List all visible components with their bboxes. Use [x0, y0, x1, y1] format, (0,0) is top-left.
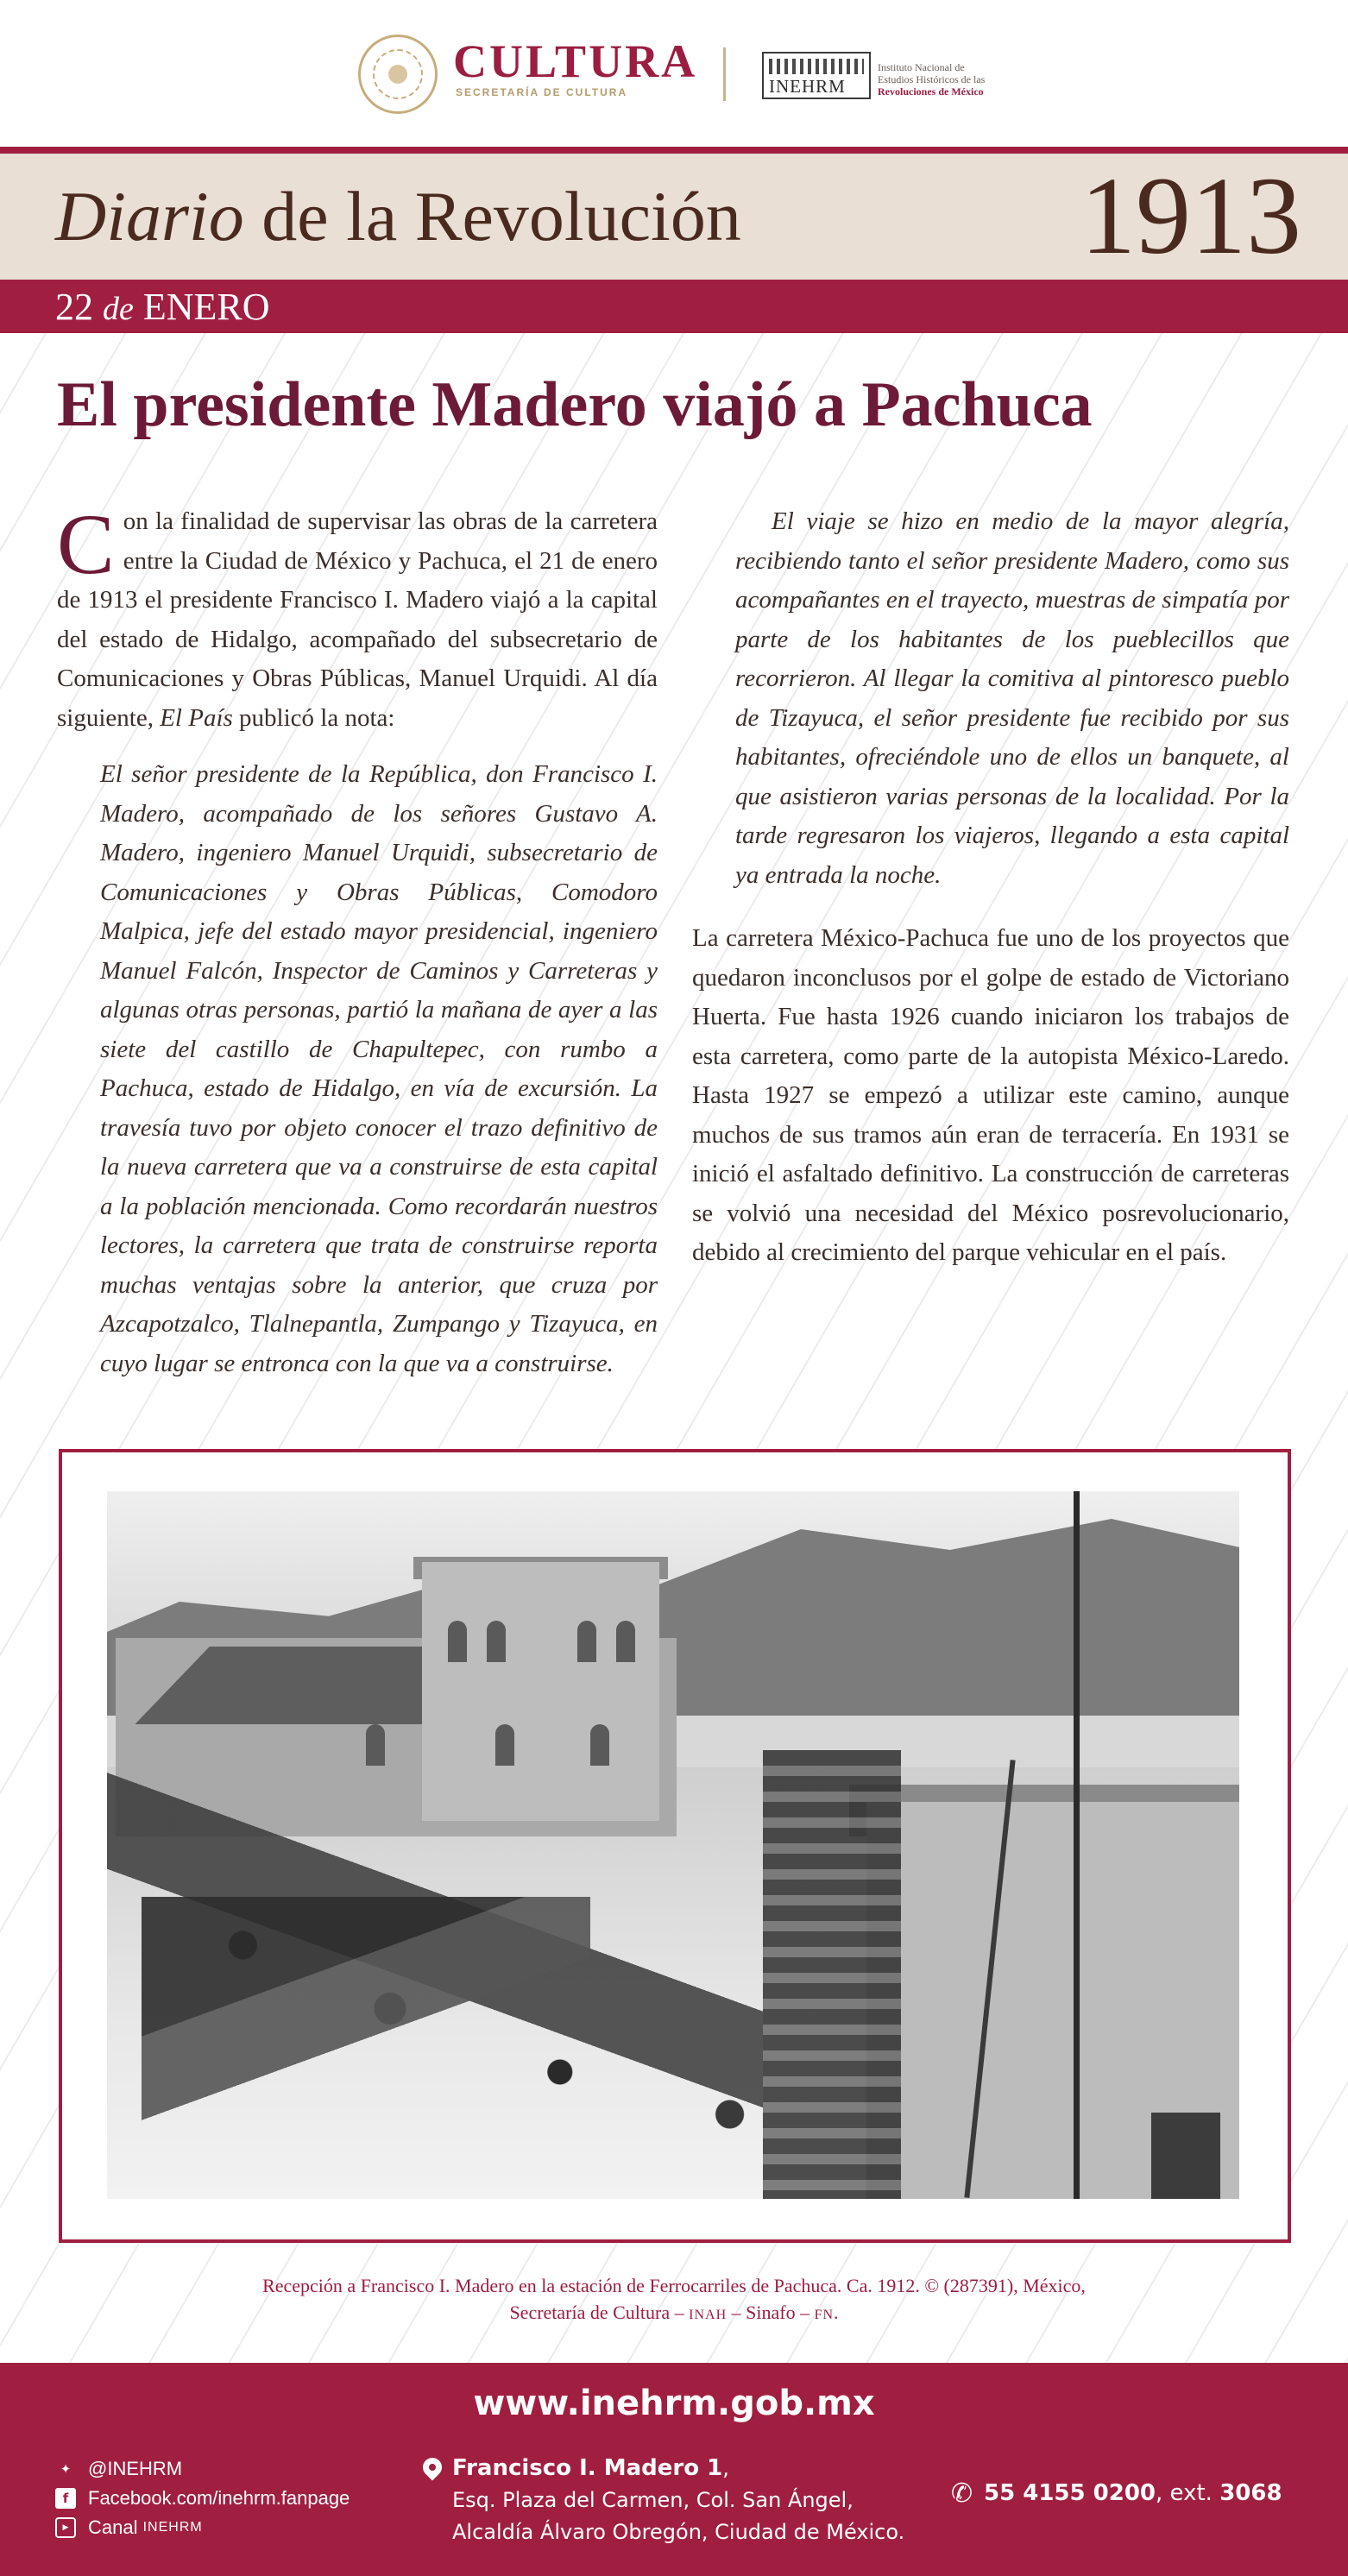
photo-caption-line-1: Recepción a Francisco I. Madero en la estación de Ferrocarriles de Pachuca. Ca. 1912. © (287391), México, [262, 2275, 1086, 2296]
inehrm-line-2: Estudios Históricos de las [878, 73, 986, 85]
newspaper-quote-part-2: El viaje se hizo en medio de la mayor alegría, recibiendo tanto el señor presidente Madero, como sus acompañantes en el trayecto, muestras de simpatía por parte de los habitantes de los pueblecillos que recorrieron. Al llegar la comitiva al pintoresco pueblo de Tizayuca, el señor presidente fue recibido por sus habitantes, ofreciéndole uno de ellos un banquete, al que asistieron varias personas de la localidad. Por la tarde regresaron los viajeros, llegando a esta capital ya entrada la noche. [735, 507, 1289, 889]
caption-sinafo: – Sinafo – [731, 2302, 810, 2323]
issue-date-sep: de [103, 291, 134, 327]
address-line-3: Alcaldía Álvaro Obregón, Ciudad de México. [452, 2520, 905, 2544]
caption-fn: FN [814, 2308, 835, 2322]
cultura-logo-text: CULTURA [453, 35, 698, 87]
photo-frame [59, 1449, 1291, 2243]
phone-icon: ✆ [951, 2478, 973, 2509]
social-links [55, 2454, 350, 2542]
inehrm-line-3: Revoluciones de México [878, 85, 984, 98]
inehrm-logo-text: INEHRM [769, 76, 846, 97]
phone-ext-label: , ext. [1156, 2480, 1213, 2506]
address-line-2: Esq. Plaza del Carmen, Col. San Ángel, [452, 2488, 854, 2512]
issue-date [55, 285, 270, 329]
article-column-left [57, 496, 658, 1383]
masthead-rule [0, 147, 1348, 154]
youtube-prefix: Canal [88, 2516, 138, 2538]
article-intro-end: publicó la nota: [239, 703, 395, 732]
inehrm-line-1: Instituto Nacional de [878, 61, 965, 73]
masthead-title-rest: de la Revolución [261, 177, 741, 255]
cultura-logo-subtitle: SECRETARÍA DE CULTURA [456, 86, 628, 98]
issue-month: ENERO [142, 286, 270, 328]
masthead-year: 1913 [1080, 154, 1301, 277]
drop-cap: C [57, 496, 115, 592]
location-pin-icon [419, 2453, 445, 2480]
newspaper-name: El País [160, 703, 233, 732]
article-closing: La carretera México-Pachuca fue uno de los proyectos que quedaron inconclusos por el golpe de estado de Victoriano Huerta. Fue hasta 1926 cuando iniciaron los trabajos de esta carretera, como parte de la autopista México-Laredo. Hasta 1927 se empezó a utilizar este camino, aunque muchos de sus tramos aún eran de terracería. En 1931 se inició el asfaltado definitivo. La construcción de carreteras se volvió una necesidad del México posrevolucionario, debido al crecimiento del parque vehicular en el país. [692, 924, 1289, 1266]
address-street: Francisco I. Madero 1 [452, 2455, 723, 2481]
logo-bar [0, 0, 1348, 147]
historic-photo [107, 1491, 1239, 2199]
masthead-title [55, 177, 741, 255]
caption-end: . [834, 2302, 839, 2323]
article-intro [57, 496, 658, 738]
website-link[interactable]: www.inehrm.gob.mx [473, 2384, 875, 2423]
facebook-url: Facebook.com/inehrm.fanpage [88, 2487, 350, 2509]
mexico-seal-icon [358, 35, 438, 114]
inehrm-logo-icon [762, 52, 871, 99]
twitter-icon: ✦ [60, 2461, 72, 2477]
date-band [0, 280, 1348, 333]
masthead [0, 154, 1348, 280]
address [452, 2453, 904, 2548]
caption-secretaria: Secretaría de Cultura – [509, 2302, 684, 2323]
masthead-title-italic: Diario [55, 177, 244, 255]
twitter-link[interactable] [55, 2454, 350, 2484]
caption-inah: INAH [689, 2308, 728, 2322]
phone-number: 55 4155 0200 [984, 2480, 1156, 2506]
logo-divider [723, 47, 726, 101]
youtube-channel: INEHRM [142, 2520, 203, 2535]
issue-day: 22 [55, 286, 93, 328]
article-intro-text: on la finalidad de supervisar las obras de la carretera entre la Ciudad de México y Pachuca, el 21 de enero de 1913 el presidente Francisco I. Madero viajó a la capital del estado de Hidalgo, acompañado del subsecretario de Comunicaciones y Obras Públicas, Manuel Urquidi. Al día siguiente, [57, 507, 658, 732]
inehrm-institution-name [878, 61, 985, 98]
youtube-icon: ▶ [55, 2517, 76, 2538]
phone-ext: 3068 [1219, 2480, 1282, 2506]
photo-caption-line-2 [129, 2299, 1219, 2328]
newspaper-quote-part-1: El señor presidente de la República, don Francisco I. Madero, acompañado de los señores Gustavo A. Madero, ingeniero Manuel Urquidi, subsecretario de Comunicaciones y Obras Públicas, Comodoro Malpica, jefe del estado mayor presidencial, ingeniero Manuel Falcón, Inspector de Caminos y Carreteras y algunas otras personas, partió la mañana de ayer a las siete del castillo de Chapultepec, con rumbo a Pachuca, estado de Hidalgo, en vía de excursión. La travesía tuvo por objeto conocer el trazo definitivo de la nueva carretera que va a construirse de esta capital a la población mencionada. Como recordarán nuestros lectores, la carretera que trata de construirse reporta muchas ventajas sobre la anterior, que cruza por Azcapotzalco, Tlalnepantla, Zumpango y Tizayuca, en cuyo lugar se entronca con la que va a construirse. [100, 760, 658, 1377]
article-headline: El presidente Madero viajó a Pachuca [57, 369, 1093, 440]
photo-caption [129, 2272, 1219, 2328]
phone[interactable] [951, 2478, 1282, 2509]
twitter-handle: @INEHRM [88, 2458, 183, 2479]
facebook-icon: f [55, 2488, 76, 2509]
youtube-link[interactable] [55, 2513, 350, 2542]
article-column-right [692, 502, 1289, 1273]
facebook-link[interactable] [55, 2484, 350, 2513]
footer [0, 2363, 1348, 2576]
address-comma: , [722, 2456, 729, 2480]
